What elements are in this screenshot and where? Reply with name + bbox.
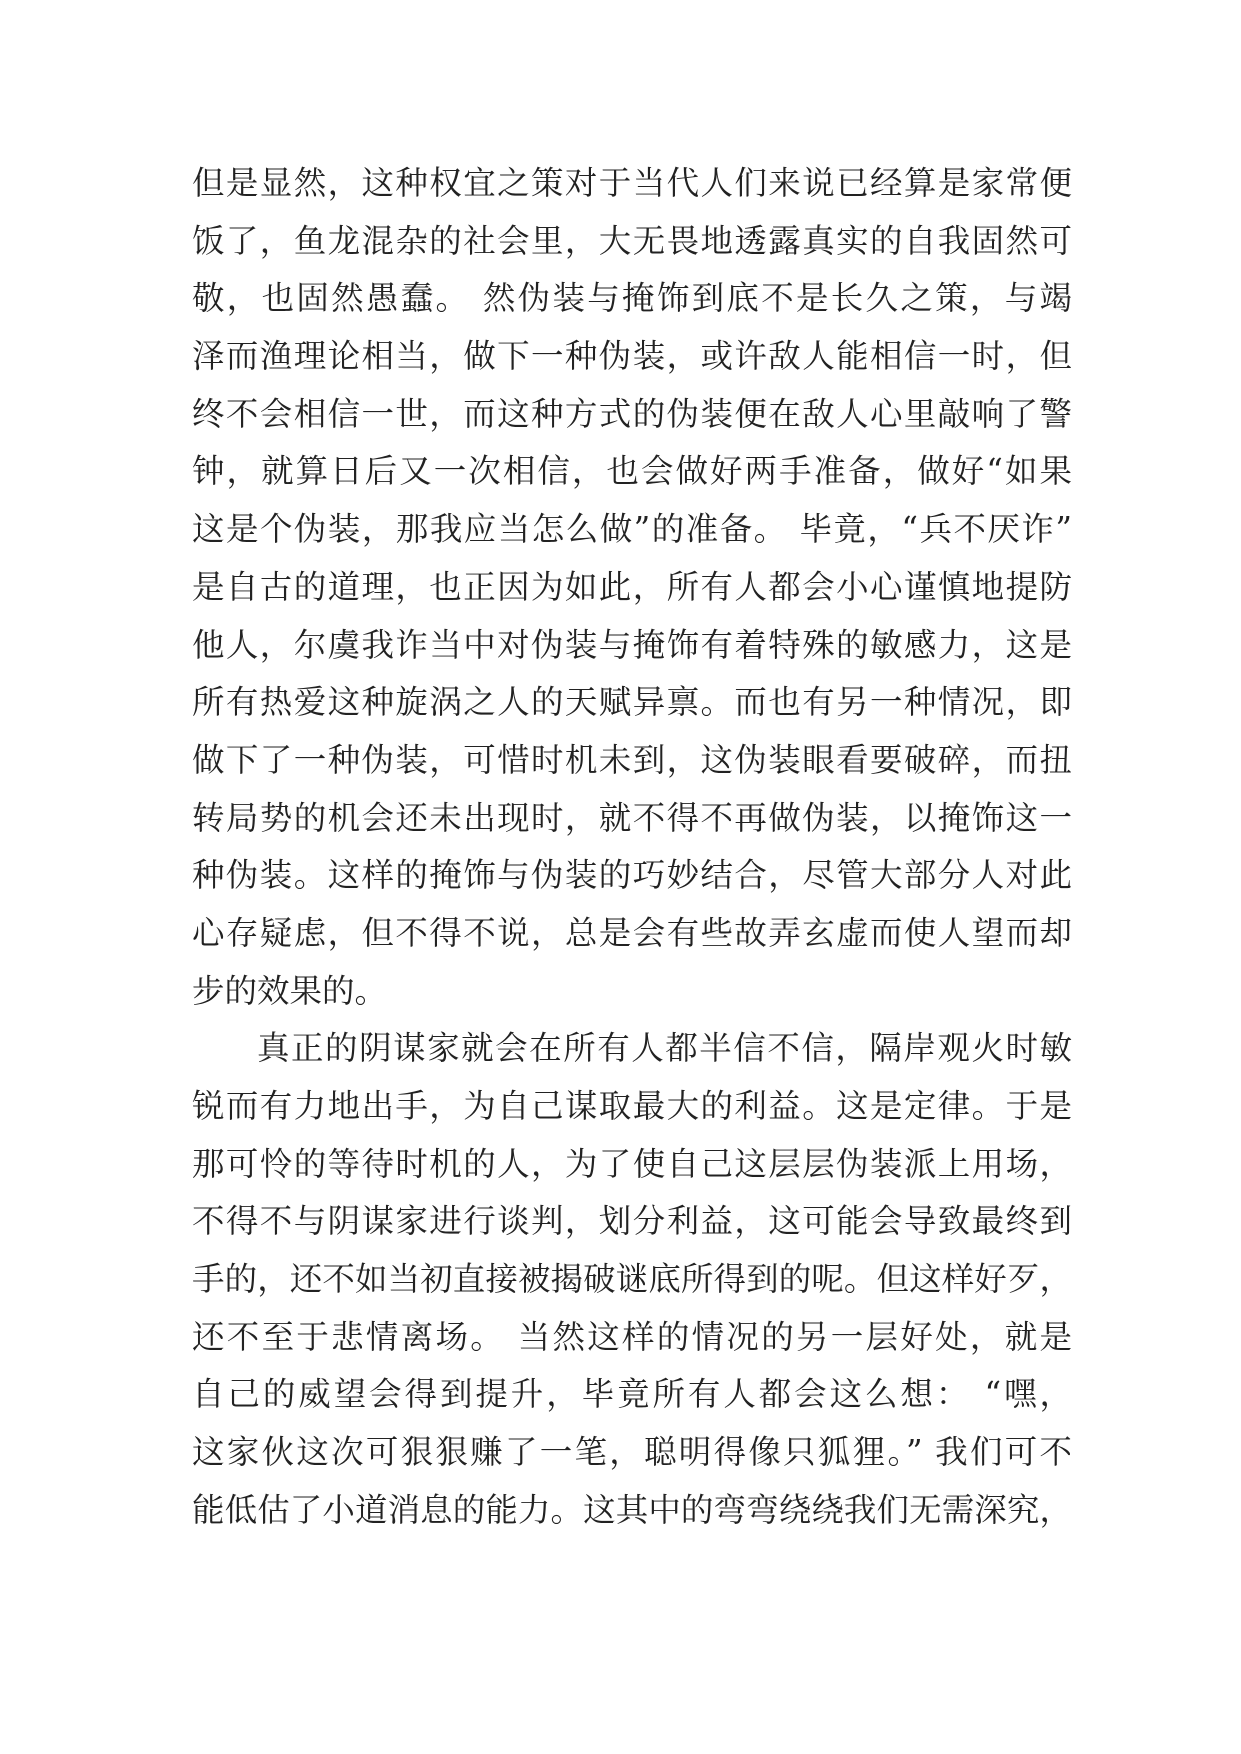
text-line: 手的，还不如当初直接被揭破谜底所得到的呢。但这样好歹， [192,1260,1072,1299]
text-line: 做下了一种伪装，可惜时机未到，这伪装眼看要破碎，而扭 [192,740,1072,779]
text-line: 他人，尔虞我诈当中对伪装与掩饰有着特殊的敏感力，这是 [192,625,1072,664]
text-line: 饭了，鱼龙混杂的社会里，大无畏地透露真实的自我固然可 [192,221,1072,260]
text-line: 这是个伪装，那我应当怎么做”的准备。 毕竟，“兵不厌诈” [192,510,1072,549]
text-line: 锐而有力地出手，为自己谋取最大的利益。这是定律。于是 [192,1087,1072,1125]
document-body [192,155,1072,1540]
text-line: 所有热爱这种旋涡之人的天赋异禀。而也有另一种情况，即 [192,683,1072,722]
text-line: 真正的阴谋家就会在所有人都半信不信，隔岸观火时敏 [257,1029,1072,1068]
text-line: 这家伙这次可狠狠赚了一笔，聪明得像只狐狸。” 我们可不 [192,1433,1072,1472]
text-line: 自己的威望会得到提升，毕竟所有人都会这么想： “嘿， [192,1375,1072,1414]
text-line: 还不至于悲情离场。 当然这样的情况的另一层好处，就是 [192,1317,1072,1356]
text-line: 但是显然，这种权宜之策对于当代人们来说已经算是家常便 [192,164,1072,202]
text-line: 转局势的机会还未出现时，就不得不再做伪装，以掩饰这一 [192,798,1072,837]
text-line: 敬，也固然愚蠢。 然伪装与掩饰到底不是长久之策，与竭 [192,279,1072,318]
text-line: 终不会相信一世，而这种方式的伪装便在敌人心里敲响了警 [192,394,1072,433]
text-line: 心存疑虑，但不得不说，总是会有些故弄玄虚而使人望而却 [192,913,1072,952]
text-line: 钟，就算日后又一次相信，也会做好两手准备，做好“如果 [192,452,1072,491]
text-line: 泽而渔理论相当，做下一种伪装，或许敌人能相信一时，但 [192,337,1072,376]
text-line: 步的效果的。 [192,971,388,1010]
text-line: 能低估了小道消息的能力。这其中的弯弯绕绕我们无需深究， [192,1490,1072,1529]
text-line: 种伪装。这样的掩饰与伪装的巧妙结合，尽管大部分人对此 [192,856,1072,895]
text-line: 不得不与阴谋家进行谈判，划分利益，这可能会导致最终到 [192,1202,1072,1241]
text-line: 是自古的道理，也正因为如此，所有人都会小心谨慎地提防 [192,567,1072,606]
text-line: 那可怜的等待时机的人，为了使自己这层层伪装派上用场， [192,1144,1072,1183]
